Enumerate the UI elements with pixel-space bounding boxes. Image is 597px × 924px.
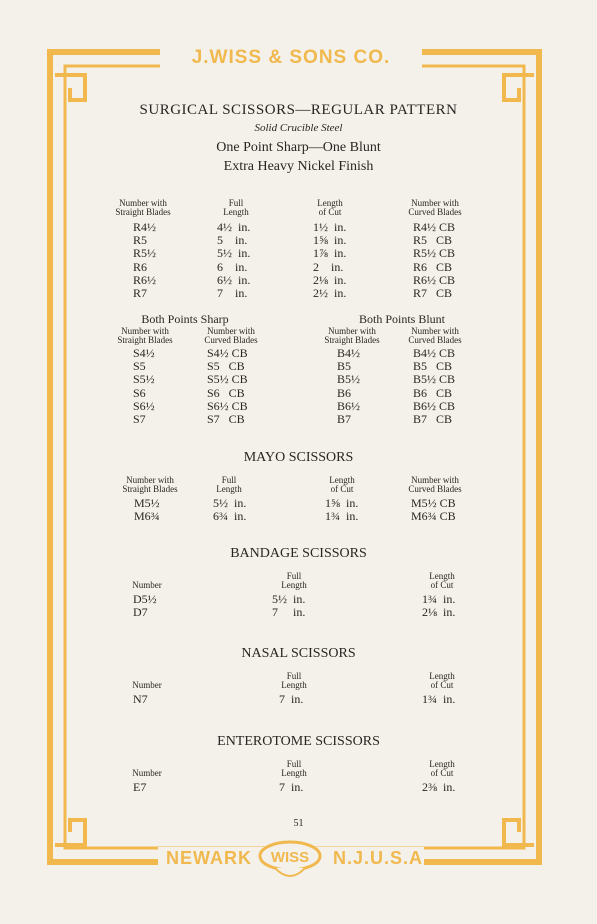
column-header: Number with bbox=[411, 198, 459, 208]
table-cell: B4½ CB bbox=[413, 346, 456, 360]
footer-right-text: N.J.U.S.A. bbox=[333, 848, 430, 868]
table-cell: B5 bbox=[337, 359, 352, 374]
table-cell: D5½ bbox=[133, 592, 157, 606]
brand-banner: J.WISS & SONS CO. bbox=[160, 47, 422, 69]
table-cell: R5½ bbox=[133, 246, 157, 261]
table-cell: R7 bbox=[133, 286, 148, 300]
column-header: Full bbox=[221, 475, 237, 485]
table-cell: B6½ bbox=[337, 398, 361, 413]
column-header: Number with bbox=[207, 326, 255, 336]
column-header: of Cut bbox=[330, 484, 354, 494]
table-cell: 1½ in. bbox=[313, 220, 347, 234]
nasal-title: NASAL SCISSORS bbox=[241, 646, 356, 661]
bandage-title: BANDAGE SCISSORS bbox=[230, 546, 367, 561]
table-cell: R7 CB bbox=[413, 286, 453, 300]
column-header: Straight Blades bbox=[117, 335, 173, 345]
table-cell: S5 bbox=[133, 359, 146, 374]
seal-text: WISS bbox=[270, 849, 310, 866]
column-header: Length bbox=[281, 580, 307, 590]
table-cell: R5 bbox=[133, 233, 148, 248]
table-cell: B5½ bbox=[337, 372, 361, 387]
table-cell: 2⅜ in. bbox=[422, 780, 456, 794]
column-header: Length bbox=[216, 484, 242, 494]
table-cell: S6½ bbox=[133, 398, 155, 413]
column-header: of Cut bbox=[430, 768, 454, 778]
table-cell: 1¾ in. bbox=[422, 692, 456, 706]
table-cell: B7 bbox=[337, 412, 352, 426]
column-header: of Cut bbox=[430, 580, 454, 590]
both-sharp-title: Both Points Sharp bbox=[141, 312, 229, 326]
table-cell: S7 bbox=[133, 412, 146, 426]
mayo-title: MAYO SCISSORS bbox=[243, 450, 354, 465]
table-cell: B6 bbox=[337, 385, 352, 400]
table-cell: B4½ bbox=[337, 346, 361, 360]
table-cell: B7 CB bbox=[413, 412, 453, 426]
table-cell: 7 in. bbox=[272, 605, 306, 620]
column-header: Straight Blades bbox=[115, 207, 171, 217]
table-cell: E7 bbox=[133, 780, 147, 794]
table-cell: 1⅝ in. bbox=[325, 496, 359, 510]
table-cell: 1¾ in. bbox=[325, 509, 359, 524]
table-cell: S5½ bbox=[133, 372, 155, 387]
table-cell: M5½ CB bbox=[411, 496, 456, 510]
column-header: Length bbox=[429, 671, 455, 681]
table-cell: N7 bbox=[133, 692, 148, 706]
column-header: Full bbox=[286, 671, 302, 681]
table-cell: 5½ in. bbox=[272, 592, 306, 606]
table-cell: R6½ CB bbox=[413, 272, 456, 287]
wiss-seal-logo bbox=[255, 838, 325, 880]
table-cell: R4½ bbox=[133, 220, 157, 234]
table-cell: S4½ bbox=[133, 346, 155, 360]
table-cell: 7 in. bbox=[217, 286, 248, 300]
table-cell: R5 CB bbox=[413, 233, 453, 248]
table-cell: 5½ in. bbox=[213, 496, 247, 510]
table-cell: 1⅞ in. bbox=[313, 246, 347, 261]
table-cell: 2⅛ in. bbox=[422, 605, 456, 620]
table-cell: D7 bbox=[133, 605, 148, 620]
section-title: SURGICAL SCISSORS—REGULAR PATTERN bbox=[139, 102, 458, 118]
title-line2: Extra Heavy Nickel Finish bbox=[223, 159, 374, 174]
table-cell: 2⅛ in. bbox=[313, 272, 347, 287]
column-header: Number with bbox=[411, 475, 459, 485]
table-cell: 5½ in. bbox=[217, 246, 251, 261]
table-cell: 2½ in. bbox=[313, 286, 347, 300]
table-cell: 7 in. bbox=[279, 780, 304, 794]
column-header: Number with bbox=[126, 475, 174, 485]
table-cell: 6¾ in. bbox=[213, 509, 247, 524]
table-cell: 6½ in. bbox=[217, 272, 251, 287]
column-header: Number with bbox=[411, 326, 459, 336]
table-cell: 6 in. bbox=[217, 259, 248, 274]
column-header: Number with bbox=[119, 198, 167, 208]
column-header: Length bbox=[281, 680, 307, 690]
table-cell: R6 CB bbox=[413, 259, 453, 274]
table-cell: S5 CB bbox=[207, 359, 245, 374]
section-subtitle: Solid Crucible Steel bbox=[254, 122, 343, 134]
page-number: 51 bbox=[293, 818, 304, 829]
column-header: of Cut bbox=[430, 680, 454, 690]
column-header: Straight Blades bbox=[122, 484, 178, 494]
table-cell: R5½ CB bbox=[413, 246, 456, 261]
table-cell: B5 CB bbox=[413, 359, 453, 374]
column-header: Number bbox=[132, 680, 162, 690]
table-cell: M5½ bbox=[134, 496, 160, 510]
table-cell: B6 CB bbox=[413, 385, 453, 400]
column-header: Number with bbox=[121, 326, 169, 336]
column-header: Length bbox=[317, 198, 343, 208]
footer-left-text: NEWARK bbox=[166, 848, 252, 868]
column-header: Curved Blades bbox=[408, 207, 462, 217]
table-cell: S4½ CB bbox=[207, 346, 248, 360]
column-header: Number with bbox=[328, 326, 376, 336]
table-cell: M6¾ bbox=[134, 509, 160, 524]
table-cell: S7 CB bbox=[207, 412, 245, 426]
both-blunt-title: Both Points Blunt bbox=[358, 312, 446, 326]
column-header: Length bbox=[429, 571, 455, 581]
column-header: Curved Blades bbox=[408, 335, 462, 345]
table-cell: 4½ in. bbox=[217, 220, 251, 234]
table-cell: R4½ CB bbox=[413, 220, 456, 234]
table-cell: 5 in. bbox=[217, 233, 248, 248]
table-cell: B6½ CB bbox=[413, 398, 456, 413]
table-cell: S6 bbox=[133, 385, 146, 400]
table-cell: 7 in. bbox=[279, 692, 304, 706]
column-header: Length bbox=[281, 768, 307, 778]
column-header: Curved Blades bbox=[204, 335, 258, 345]
table-cell: R6 bbox=[133, 259, 148, 274]
table-cell: 1⅝ in. bbox=[313, 233, 347, 248]
column-header: Straight Blades bbox=[324, 335, 380, 345]
column-header: Full bbox=[228, 198, 244, 208]
table-cell: 2 in. bbox=[313, 259, 344, 274]
title-line1: One Point Sharp—One Blunt bbox=[216, 140, 381, 155]
table-cell: S5½ CB bbox=[207, 372, 248, 387]
table-cell: S6 CB bbox=[207, 385, 245, 400]
column-header: Full bbox=[286, 759, 302, 769]
table-cell: B5½ CB bbox=[413, 372, 456, 387]
table-cell: S6½ CB bbox=[207, 398, 248, 413]
enterotome-title: ENTEROTOME SCISSORS bbox=[217, 734, 380, 749]
column-header: Length bbox=[429, 759, 455, 769]
table-cell: R6½ bbox=[133, 272, 157, 287]
table-cell: M6¾ CB bbox=[411, 509, 456, 524]
column-header: Length bbox=[329, 475, 355, 485]
column-header: Number bbox=[132, 768, 162, 778]
column-header: Full bbox=[286, 571, 302, 581]
table-cell: 1¾ in. bbox=[422, 592, 456, 606]
column-header: Curved Blades bbox=[408, 484, 462, 494]
column-header: Number bbox=[132, 580, 162, 590]
column-header: Length bbox=[223, 207, 249, 217]
column-header: of Cut bbox=[318, 207, 342, 217]
